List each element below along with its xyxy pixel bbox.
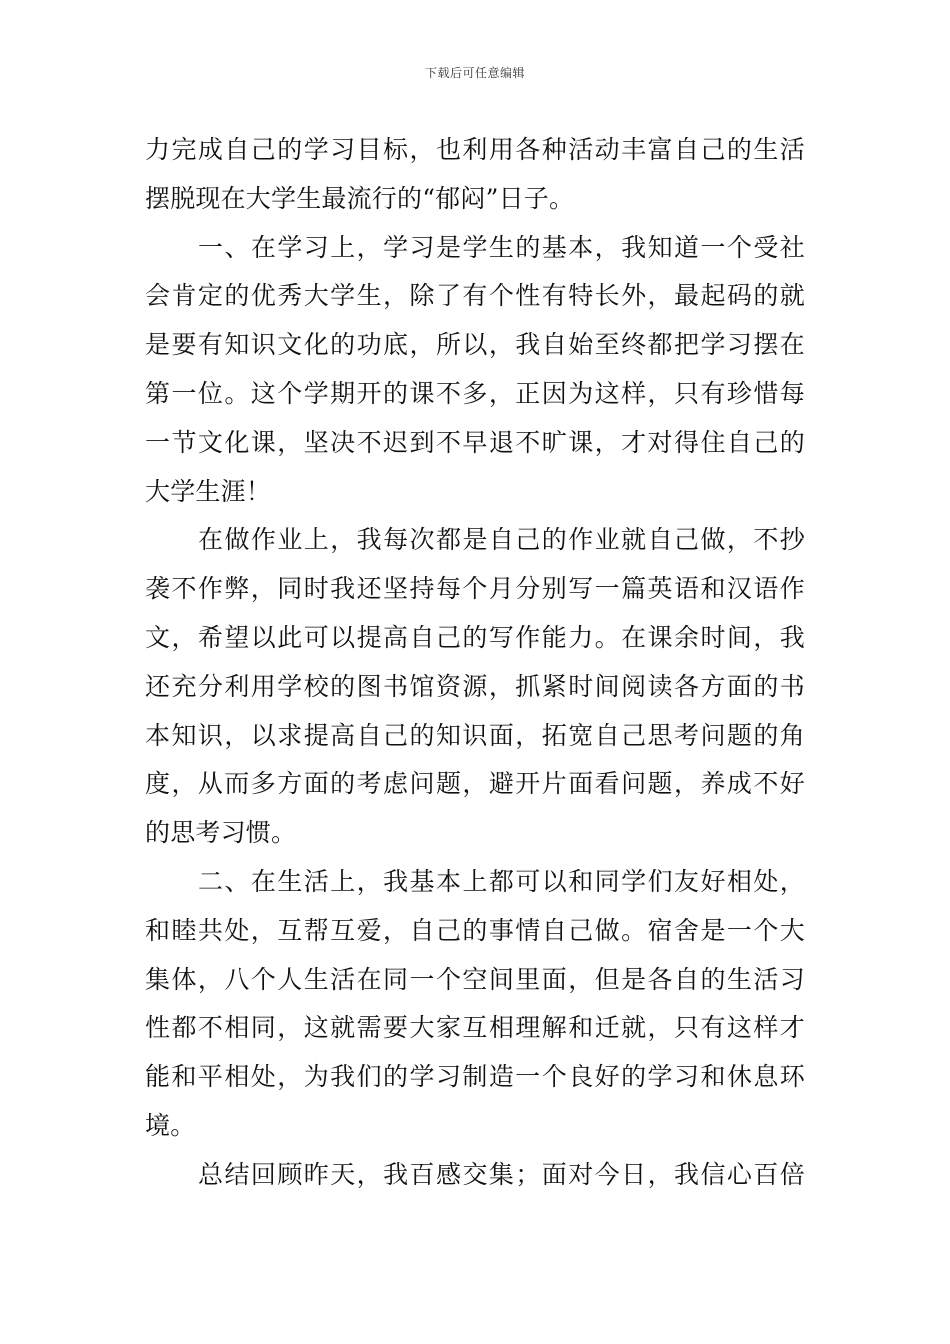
text-line: 是要有知识文化的功底，所以，我自始至终都把学习摆在 (145, 330, 805, 360)
text-line: 集体，八个人生活在同一个空间里面，但是各自的生活习 (145, 964, 805, 994)
text-line: 境。 (145, 1110, 196, 1140)
text-line: 还充分利用学校的图书馆资源，抓紧时间阅读各方面的书 (145, 671, 805, 701)
text-line: 的思考习惯。 (145, 818, 297, 848)
text-line: 力完成自己的学习目标，也利用各种活动丰富自己的生活 (145, 135, 805, 164)
text-line: 大学生涯！ (145, 476, 272, 506)
paragraph-start-line: 在做作业上，我每次都是自己的作业就自己做，不抄 (198, 525, 805, 555)
text-line: 度，从而多方面的考虑问题，避开片面看问题，养成不好 (145, 769, 805, 799)
text-line: 文，希望以此可以提高自己的写作能力。在课余时间，我 (145, 622, 805, 652)
paragraph-start-line: 总结回顾昨天，我百感交集；面对今日，我信心百倍 (198, 1159, 805, 1189)
text-line: 摆脱现在大学生最流行的“郁闷”日子。 (145, 183, 575, 213)
document-body (145, 126, 805, 1200)
paragraph-start-line: 一、在学习上，学习是学生的基本，我知道一个受社 (198, 232, 805, 262)
page-header: 下载后可任意编辑 (424, 66, 525, 80)
text-line: 和睦共处，互帮互爱，自己的事情自己做。宿舍是一个大 (145, 915, 805, 945)
text-line: 第一位。这个学期开的课不多，正因为这样，只有珍惜每 (145, 378, 805, 408)
paragraph-start-line: 二、在生活上，我基本上都可以和同学们友好相处， (198, 866, 805, 896)
text-line: 袭不作弊，同时我还坚持每个月分别写一篇英语和汉语作 (145, 574, 805, 604)
text-line: 一节文化课，坚决不迟到不早退不旷课，才对得住自己的 (145, 427, 805, 457)
text-line: 会肯定的优秀大学生，除了有个性有特长外，最起码的就 (145, 281, 805, 311)
text-line: 能和平相处，为我们的学习制造一个良好的学习和休息环 (145, 1062, 805, 1092)
text-line: 本知识，以求提高自己的知识面，拓宽自己思考问题的角 (145, 720, 805, 750)
text-line: 性都不相同，这就需要大家互相理解和迁就，只有这样才 (145, 1013, 805, 1043)
